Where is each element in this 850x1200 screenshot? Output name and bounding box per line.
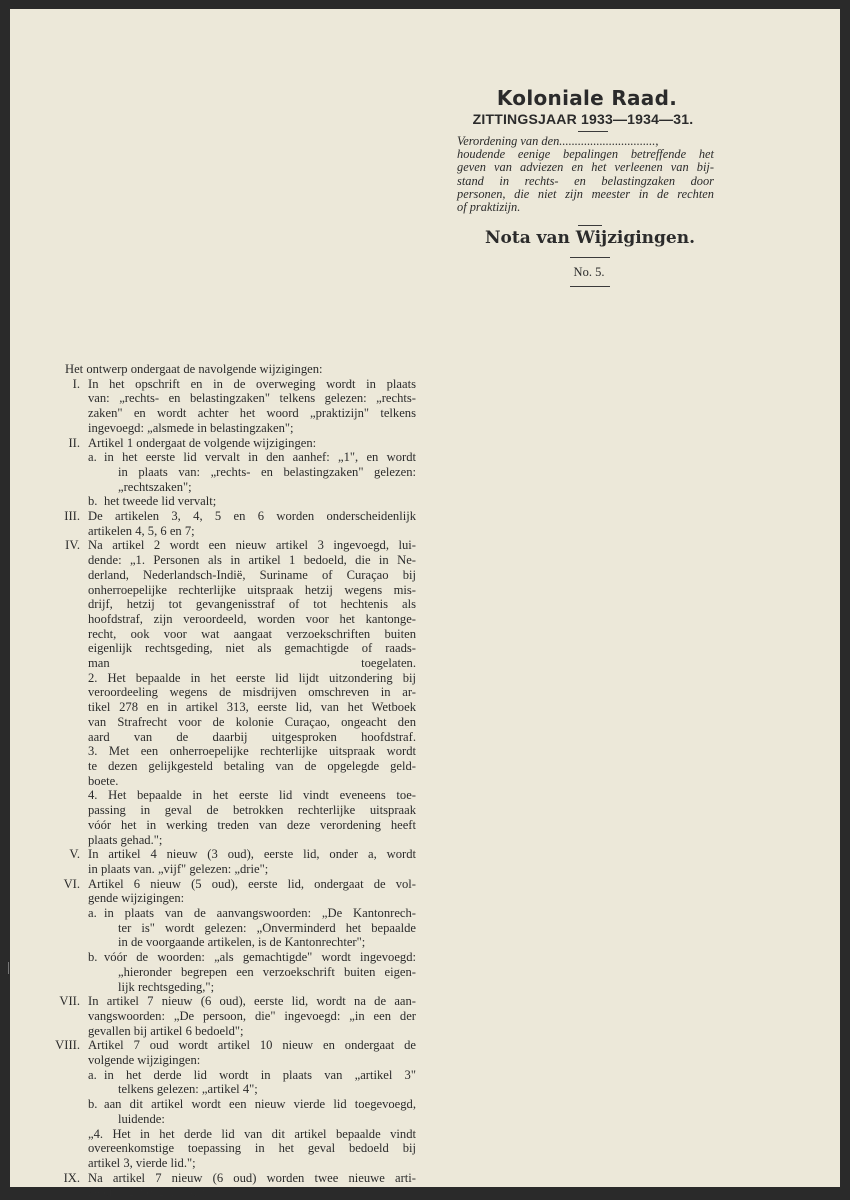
text-line: tikel 278 en in artikel 313, eerste lid, van het Wetboek: [88, 700, 416, 715]
amendment-section: [50, 847, 416, 876]
divider: [570, 286, 610, 287]
amendment-section: [50, 1038, 416, 1170]
text-line: in plaats van. „vijf" gelezen: „drie";: [88, 861, 269, 876]
section-content: [80, 877, 416, 995]
amendment-section: [50, 538, 416, 847]
text-line: boete.: [88, 773, 119, 788]
sub-item: [88, 494, 416, 509]
sub-item-label: b.: [88, 1097, 98, 1112]
sub-item-label: a.: [88, 450, 97, 465]
text-line: derland, Nederlandsch-Indië, Suriname of Curaçao bij: [88, 567, 416, 582]
section-number: V.: [69, 847, 80, 862]
sub-item: [88, 950, 416, 994]
text-line: volgende wijzigingen:: [88, 1053, 201, 1068]
sub-item: [88, 906, 416, 950]
sub-item-label: b.: [88, 494, 98, 509]
text-line: recht, ook voor wat aangaat verzoekschriften buiten: [88, 626, 416, 641]
text-line: van: „rechts- en belastingzaken" telkens gelezen: „rechts-: [88, 391, 416, 406]
sub-item-text: [104, 450, 416, 494]
sub-item-text: [104, 1097, 416, 1126]
section-number: VIII.: [55, 1038, 80, 1053]
quoted-paragraph: [88, 1127, 416, 1171]
text-line: eigenlijk rechtsgeding, niet als gemachtigde of raads-: [88, 641, 416, 656]
divider: [578, 131, 608, 132]
council-title: Koloniale Raad.: [496, 86, 678, 110]
text-line: in plaats van de aanvangswoorden: „De Kantonrech-: [104, 906, 416, 921]
text-line: gevallen bij artikel 6 bedoeld";: [88, 1023, 244, 1038]
text-line: veroordeeling wegens de misdrijven omschreven in ar-: [88, 685, 416, 700]
amendment-section: [50, 509, 416, 538]
amendment-section: [50, 877, 416, 995]
text-line: 3. Met een onherroepelijke rechterlijke uitspraak wordt: [88, 744, 416, 759]
text-line: artikelen 4, 5, 6 en 7;: [88, 523, 195, 538]
text-line: 2. Het bepaalde in het eerste lid lijdt uitzondering bij: [88, 670, 416, 685]
text-line: De artikelen 3, 4, 5 en 6 worden onderscheidenlijk: [88, 509, 416, 524]
description-line: stand in rechts- en belastingzaken door: [457, 173, 714, 188]
text-line: het tweede lid vervalt;: [104, 494, 217, 509]
session-year: ZITTINGSJAAR 1933—1934—31.: [472, 111, 694, 127]
text-line: ter is" wordt gelezen: „Onverminderd het bepaalde: [118, 920, 416, 935]
text-line: zaken" en wordt achter het woord „praktizijn" telkens: [88, 406, 416, 421]
sub-item: [88, 450, 416, 494]
text-line: „4. Het in het derde lid van dit artikel bepaalde vindt: [88, 1126, 416, 1141]
text-line: passing in geval de betrokken rechterlijke uitspraak: [88, 803, 416, 818]
text-line: dende: „1. Personen als in artikel 1 bedoeld, die in Ne-: [88, 553, 416, 568]
text-line: vóór de woorden: „als gemachtigde" wordt ingevoegd:: [104, 950, 416, 965]
section-number: I.: [72, 376, 80, 391]
text-line: luidende:: [118, 1111, 165, 1126]
sub-item-label: b.: [88, 950, 98, 965]
divider: [578, 225, 602, 226]
text-line: artikel 3, vierde lid.";: [88, 1155, 196, 1170]
section-number: III.: [64, 509, 80, 524]
section-number: IX.: [63, 1170, 80, 1185]
text-line: overeenkomstige toepassing in het geval bedoeld bij: [88, 1141, 416, 1156]
text-line: „rechtszaken";: [118, 479, 192, 494]
text-line: aard van de daarbij uitgesproken hoofdstraf.: [88, 729, 416, 744]
text-line: vóór het in werking treden van deze verordening heeft: [88, 817, 416, 832]
text-line: Na artikel 7 nieuw (6 oud) worden twee nieuwe arti-: [88, 1170, 416, 1185]
intro-text: Het ontwerp ondergaat de navolgende wijzigingen:: [65, 362, 323, 376]
description-line: of praktizijn.: [457, 200, 521, 215]
section-content: [80, 847, 416, 876]
text-line: in het eerste lid vervalt in den aanhef: „1", en wordt: [104, 450, 416, 465]
section-content: [80, 994, 416, 1038]
text-line: lijk rechtsgeding,";: [118, 979, 215, 994]
text-line: onherroepelijke rechterlijke uitspraak hetzij wegens mis-: [88, 582, 416, 597]
text-line: drijf, hetzij tot gevangenisstraf of tot hechtenis als: [88, 597, 416, 612]
section-content: [80, 436, 416, 510]
text-line: In het opschrift en in de overweging wordt in plaats: [88, 376, 416, 391]
text-line: In artikel 4 nieuw (3 oud), eerste lid, onder a, wordt: [88, 847, 416, 862]
amendments-body: [50, 362, 416, 1200]
text-line: kelen ingevoegd, luidende:: [88, 1185, 225, 1200]
section-number: VII.: [59, 994, 80, 1009]
amendment-section: [50, 1171, 416, 1200]
divider: [570, 257, 610, 258]
section-number: IV.: [65, 538, 80, 553]
text-line: hoofdstraf, zijn veroordeeld, worden voor het kantonge-: [88, 611, 416, 626]
text-line: in plaats van: „rechts- en belastingzaken" gelezen:: [118, 464, 416, 479]
text-line: in de voorgaande artikelen, is de Kantonrechter";: [118, 935, 366, 950]
text-line: ingevoegd: „alsmede in belastingzaken";: [88, 420, 294, 435]
section-content: [80, 1171, 416, 1200]
text-line: telkens gelezen: „artikel 4";: [118, 1082, 258, 1097]
sub-item-text: [104, 950, 416, 994]
description-line: houdende eenige bepalingen betreffende het: [457, 147, 714, 162]
text-line: aan dit artikel wordt een nieuw vierde lid toegevoegd,: [104, 1097, 416, 1112]
sub-item: [88, 1097, 416, 1126]
amendment-section: [50, 436, 416, 510]
text-line: In artikel 7 nieuw (6 oud), eerste lid, wordt na de aan-: [88, 994, 416, 1009]
section-content: [80, 1038, 416, 1170]
sub-item-label: a.: [88, 906, 97, 921]
section-content: [80, 377, 416, 436]
text-line: gende wijzigingen:: [88, 891, 185, 906]
text-line: plaats gehad.";: [88, 832, 163, 847]
text-line: Artikel 6 nieuw (5 oud), eerste lid, ondergaat de vol-: [88, 876, 416, 891]
amendment-section: [50, 377, 416, 436]
nota-title: Nota van Wijzigingen.: [484, 228, 696, 249]
amendment-list: [50, 377, 416, 1200]
section-content: [80, 538, 416, 847]
document-header: [452, 86, 714, 287]
sub-item-text: [104, 494, 416, 509]
text-line: man toegelaten.: [88, 656, 416, 671]
section-content: [80, 509, 416, 538]
text-line: in het derde lid wordt in plaats van „artikel 3": [104, 1067, 416, 1082]
ordinance-description: [457, 135, 714, 214]
section-number: VI.: [63, 876, 80, 891]
text-line: „hieronder begrepen een verzoekschrift buiten eigen-: [118, 964, 416, 979]
section-number: II.: [68, 435, 80, 450]
text-line: Na artikel 2 wordt een nieuw artikel 3 ingevoegd, lui-: [88, 538, 416, 553]
description-line: personen, die niet zijn meester in de rechten: [457, 186, 714, 201]
description-line: geven van adviezen en het verleenen van bij-: [457, 160, 714, 175]
sub-item-text: [104, 1068, 416, 1097]
description-line: Verordening van den...............................,: [457, 134, 659, 148]
document-number: No. 5.: [573, 265, 605, 280]
text-line: vangswoorden: „De persoon, die" ingevoegd: „in een der: [88, 1008, 416, 1023]
sub-item-label: a.: [88, 1067, 97, 1082]
text-line: van Strafrecht voor de kolonie Curaçao, ongeacht den: [88, 714, 416, 729]
amendment-section: [50, 994, 416, 1038]
text-line: 4. Het bepaalde in het eerste lid vindt eveneens toe-: [88, 788, 416, 803]
scan-mark: [8, 962, 9, 974]
sub-item: [88, 1068, 416, 1097]
text-line: Artikel 1 ondergaat de volgende wijzigingen:: [88, 435, 317, 450]
text-line: te dezen gelijkgesteld betaling van de opgelegde geld-: [88, 758, 416, 773]
text-line: Artikel 7 oud wordt artikel 10 nieuw en ondergaat de: [88, 1038, 416, 1053]
sub-item-text: [104, 906, 416, 950]
